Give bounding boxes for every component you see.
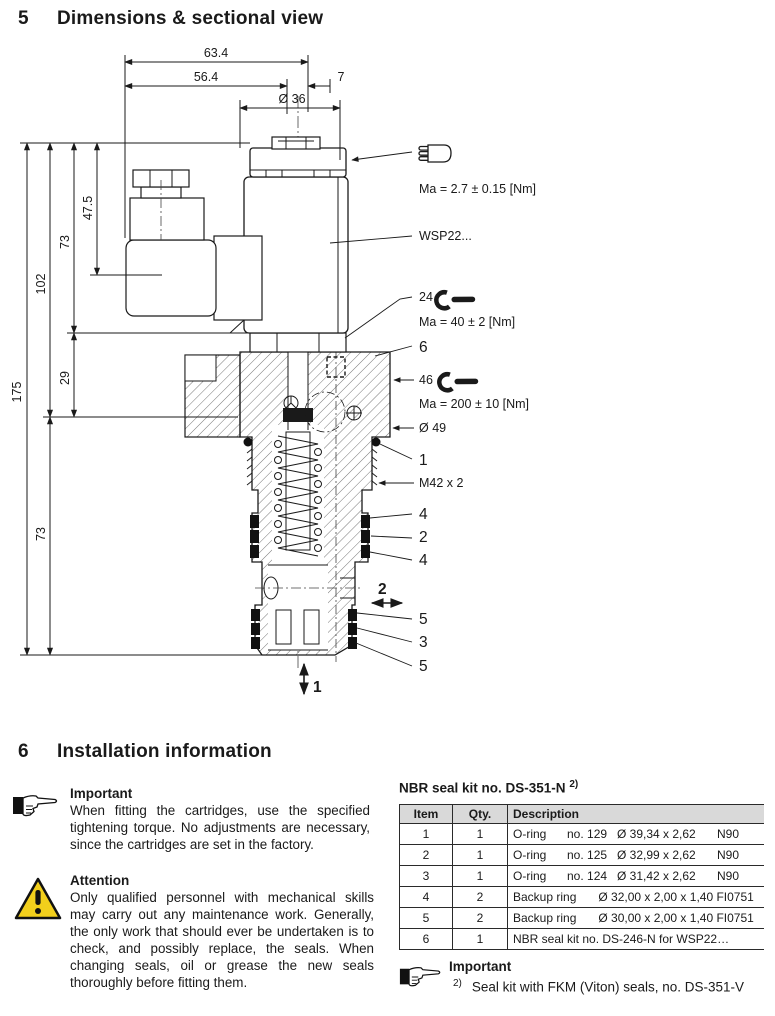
dim-29: 29 <box>58 371 72 385</box>
important-note-text: When fitting the cartridges, use the specified tightening torque. No adjustments are necessary, since the cartridges are set in the factory. <box>70 803 370 852</box>
callout-item3: 3 <box>419 634 428 651</box>
callout-item2: 2 <box>419 529 428 546</box>
pointing-hand-icon <box>12 790 60 822</box>
important-note-heading: Important <box>70 786 133 801</box>
section5-title: Dimensions & sectional view <box>57 8 324 29</box>
table-row: 1 1 O-ring no. 129 Ø 39,34 x 2,62 N90 <box>400 823 765 844</box>
callout-dia49: Ø 49 <box>419 421 447 435</box>
section6-heading <box>0 741 500 765</box>
dim-102: 102 <box>34 273 48 295</box>
callout-hand-torque: Ma = 2.7 ± 0.15 [Nm] <box>419 182 536 196</box>
attention-note-heading: Attention <box>70 873 130 888</box>
callout-wrench24-size: 24 <box>419 290 433 304</box>
table-row: 6 1 NBR seal kit no. DS-246-N for WSP22… <box>400 928 765 949</box>
callout-item1: 1 <box>419 452 428 469</box>
coil-top-flange <box>250 148 346 177</box>
wrench-46-icon <box>438 370 476 392</box>
col-header-item: Item <box>400 804 453 823</box>
o-ring-1-left <box>244 438 253 447</box>
table-row: 3 1 O-ring no. 124 Ø 31,42 x 2,62 N90 <box>400 865 765 886</box>
connector-plug <box>118 170 262 333</box>
o-ring-2 <box>361 530 370 543</box>
attention-note <box>12 873 372 993</box>
backup-ring-5-bottom <box>348 637 357 649</box>
section6-title: Installation information <box>57 741 272 762</box>
callout-item4-top: 4 <box>419 506 428 523</box>
dim-175: 175 <box>10 381 24 403</box>
seal-kit-title: NBR seal kit no. DS-351-N $^{2)}$ <box>399 779 579 796</box>
o-ring-1-right <box>372 438 381 447</box>
callout-wrench46-size: 46 <box>419 373 433 387</box>
table-row: 5 2 Backup ring Ø 30,00 x 2,00 x 1,40 FI0751 <box>400 907 765 928</box>
dim-47-5: 47.5 <box>81 195 95 221</box>
footnote-text-line: $^{2)}$ Seal kit with FKM (Viton) seals, no. DS-351-V <box>453 978 745 995</box>
section5-number: 5 <box>18 8 29 29</box>
table-row: 4 2 Backup ring Ø 32,00 x 2,00 x 1,40 FI0751 <box>400 886 765 907</box>
section6-number: 6 <box>18 741 29 762</box>
o-ring-3 <box>348 623 357 635</box>
seal-kit-table <box>399 804 764 950</box>
dim-dia36: Ø 36 <box>278 92 306 106</box>
callout-thread: M42 x 2 <box>419 476 464 490</box>
dim-7: 7 <box>337 70 345 84</box>
dim-56-4: 56.4 <box>193 70 219 84</box>
backup-ring-4-top <box>361 515 370 528</box>
seal-kit-section <box>399 779 764 950</box>
bottom-insert-left <box>276 610 291 644</box>
pointing-hand-icon <box>399 962 443 992</box>
callout-coil-type: WSP22... <box>419 229 472 243</box>
col-header-description: Description <box>508 804 765 823</box>
seal-kit-title-footnote: 2) <box>569 779 579 790</box>
col-header-qty: Qty. <box>453 804 508 823</box>
attention-note-text: Only qualified personnel with mechanical skills may carry out any maintenance work. Generally, the only work that should ever be undertaken is to check, and possibly replace, the seals. When changing seals, oil or grease the new seals thoroughly before fitting them. <box>70 890 374 990</box>
retaining-hex-nut <box>250 333 346 352</box>
bottom-insert-right <box>304 610 319 644</box>
side-block-notch <box>185 355 216 381</box>
callout-item5-bottom: 5 <box>419 658 428 675</box>
dim-73-lower: 73 <box>34 527 48 541</box>
callout-torque24: Ma = 40 ± 2 [Nm] <box>419 315 516 329</box>
port2-label: 2 <box>378 581 387 598</box>
callout-item4-bottom: 4 <box>419 552 428 569</box>
table-header-row <box>400 804 765 823</box>
footnote-heading: Important <box>449 959 512 974</box>
footnote-important <box>399 957 769 1007</box>
armature-detail <box>283 408 313 422</box>
important-note <box>12 786 372 866</box>
backup-ring-4-bottom <box>361 545 370 558</box>
hand-tighten-icon <box>419 145 451 162</box>
footnote-marker: 2) <box>453 978 462 989</box>
coil-fixing-nut <box>272 137 320 149</box>
warning-triangle-icon <box>14 877 62 921</box>
callout-item5-top: 5 <box>419 611 428 628</box>
wrench-24-icon <box>435 288 473 310</box>
dim-63-4: 63.4 <box>203 46 229 60</box>
dim-73-upper: 73 <box>58 235 72 249</box>
table-row: 2 1 O-ring no. 125 Ø 32,99 x 2,62 N90 <box>400 844 765 865</box>
port1-label: 1 <box>313 679 322 696</box>
backup-ring-5-top <box>348 609 357 621</box>
callout-item6: 6 <box>419 339 428 356</box>
callout-torque46: Ma = 200 ± 10 [Nm] <box>419 397 530 411</box>
